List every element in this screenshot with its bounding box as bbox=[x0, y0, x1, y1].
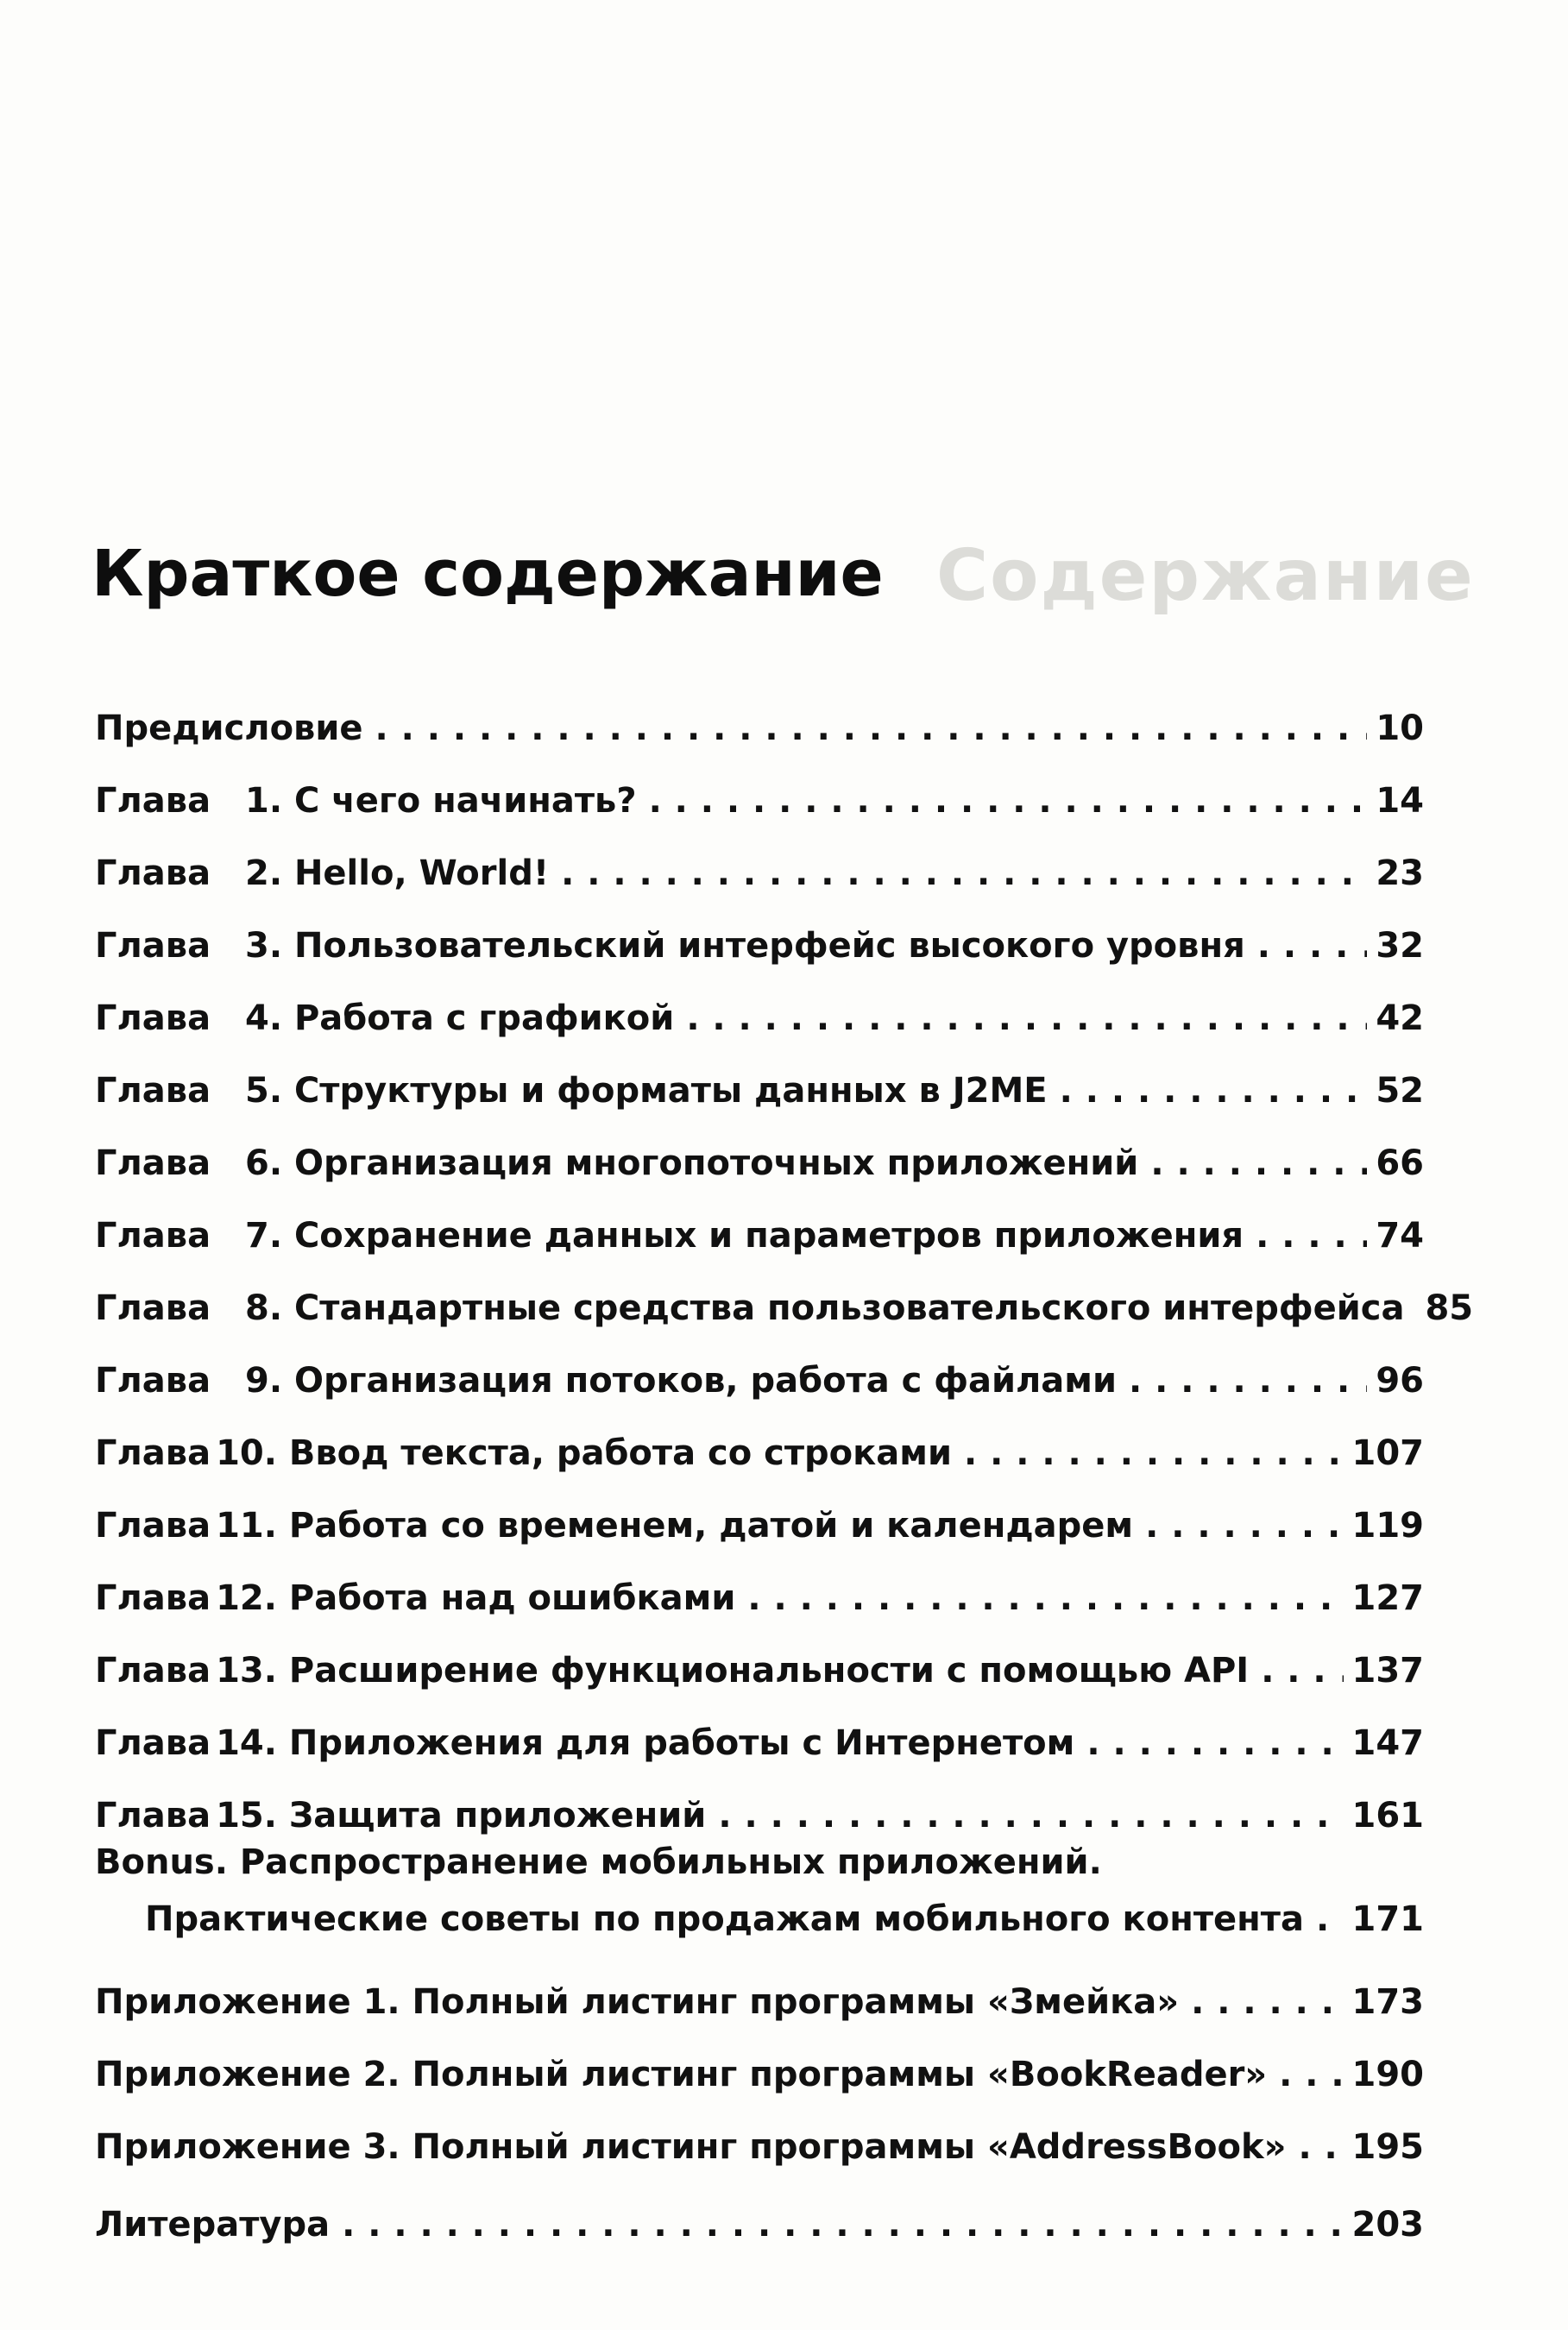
dot-leader bbox=[1256, 1214, 1367, 1257]
toc-entry-chapter-13[interactable] bbox=[95, 1620, 1424, 1692]
page-title: Краткое содержание bbox=[91, 537, 884, 611]
toc-entry-chapter-5[interactable] bbox=[95, 1040, 1424, 1112]
dot-leader bbox=[1145, 1504, 1343, 1547]
dot-leader bbox=[718, 1794, 1343, 1837]
toc-entry-chapter-9[interactable] bbox=[95, 1330, 1424, 1402]
toc-page-number: 190 bbox=[1351, 2055, 1424, 2094]
dot-leader bbox=[1298, 2125, 1343, 2169]
chapter-prefix: Глава bbox=[95, 1506, 211, 1546]
toc-entry-label: 11. Работа со временем, датой и календарем bbox=[216, 1506, 1134, 1546]
toc-page-number: 66 bbox=[1376, 1143, 1424, 1183]
toc-entry-label: 8. Стандартные средства пользовательского интерфейса bbox=[245, 1288, 1405, 1328]
toc-entry-label: 2. Hello, World! bbox=[245, 853, 550, 893]
toc-entry-chapter-10[interactable] bbox=[95, 1402, 1424, 1475]
toc-entry-chapter-7[interactable] bbox=[95, 1185, 1424, 1257]
toc-entry-label: Предисловие bbox=[95, 708, 363, 748]
bleed-through-text: Содержание bbox=[936, 535, 1475, 617]
table-of-contents bbox=[95, 677, 1474, 2246]
toc-page-number: 52 bbox=[1376, 1071, 1424, 1111]
chapter-prefix: Глава bbox=[95, 1578, 211, 1618]
toc-entry-label: Bonus. Распространение мобильных приложений. bbox=[95, 1842, 1102, 1882]
toc-entry-appendix-2[interactable] bbox=[95, 2024, 1424, 2096]
dot-leader bbox=[1257, 924, 1368, 967]
toc-page-number: 127 bbox=[1351, 1578, 1424, 1618]
toc-entry-label: Литература bbox=[95, 2205, 331, 2245]
toc-entry-chapter-2[interactable] bbox=[95, 822, 1424, 895]
toc-page-number: 96 bbox=[1376, 1361, 1424, 1401]
toc-entry-label: 3. Пользовательский интерфейс высокого уровня bbox=[245, 926, 1245, 966]
toc-entry-chapter-12[interactable] bbox=[95, 1547, 1424, 1620]
dot-leader bbox=[686, 997, 1367, 1040]
dot-leader bbox=[1279, 2053, 1343, 2096]
toc-page-number: 161 bbox=[1351, 1796, 1424, 1836]
toc-entry-chapter-14[interactable] bbox=[95, 1692, 1424, 1765]
chapter-prefix: Глава bbox=[95, 1361, 211, 1401]
toc-entry-label: 15. Защита приложений bbox=[216, 1796, 707, 1836]
chapter-prefix: Глава bbox=[95, 1071, 211, 1111]
toc-entry-literature[interactable] bbox=[95, 2169, 1424, 2246]
dot-leader bbox=[375, 707, 1368, 750]
toc-entry-appendix-1[interactable] bbox=[95, 1951, 1424, 2024]
toc-entry-label: 1. С чего начинать? bbox=[245, 781, 637, 821]
toc-page-number: 23 bbox=[1376, 853, 1424, 893]
toc-entry-label: 5. Структуры и форматы данных в J2ME bbox=[245, 1071, 1048, 1111]
toc-entry-label: 9. Организация потоков, работа с файлами bbox=[245, 1361, 1117, 1401]
toc-entry-appendix-3[interactable] bbox=[95, 2096, 1424, 2169]
toc-entry-bonus[interactable] bbox=[95, 1837, 1424, 1951]
chapter-prefix: Глава bbox=[95, 853, 211, 893]
toc-page-number: 147 bbox=[1351, 1723, 1424, 1763]
toc-entry-chapter-3[interactable] bbox=[95, 895, 1424, 967]
dot-leader bbox=[964, 1432, 1344, 1475]
chapter-prefix: Глава bbox=[95, 1288, 211, 1328]
toc-entry-label: 12. Работа над ошибками bbox=[216, 1578, 736, 1618]
toc-entry-chapter-1[interactable] bbox=[95, 750, 1424, 822]
toc-page-number: 195 bbox=[1351, 2127, 1424, 2167]
chapter-prefix: Глава bbox=[95, 1433, 211, 1473]
chapter-prefix: Глава bbox=[95, 1796, 211, 1836]
toc-page-number: 10 bbox=[1376, 708, 1424, 748]
chapter-prefix: Глава bbox=[95, 1651, 211, 1691]
dot-leader bbox=[1191, 1980, 1343, 2024]
dot-leader bbox=[1261, 1649, 1343, 1692]
dot-leader bbox=[342, 2203, 1343, 2246]
toc-entry-label-continued: Практические советы по продажам мобильного контента bbox=[145, 1899, 1304, 1939]
toc-entry-chapter-4[interactable] bbox=[95, 967, 1424, 1040]
dot-leader bbox=[1129, 1359, 1367, 1402]
dot-leader bbox=[1060, 1069, 1368, 1112]
toc-page-number: 14 bbox=[1376, 781, 1424, 821]
dot-leader bbox=[747, 1577, 1343, 1620]
toc-entry-label: 13. Расширение функциональности с помощью API bbox=[216, 1651, 1250, 1691]
toc-entry-chapter-6[interactable] bbox=[95, 1112, 1424, 1185]
chapter-prefix: Глава bbox=[95, 998, 211, 1038]
toc-entry-label: 10. Ввод текста, работа со строками bbox=[216, 1433, 952, 1473]
dot-leader bbox=[1316, 1898, 1344, 1941]
chapter-prefix: Глава bbox=[95, 1723, 211, 1763]
toc-entry-label: 6. Организация многопоточных приложений bbox=[245, 1143, 1139, 1183]
chapter-prefix: Глава bbox=[95, 926, 211, 966]
toc-entry-chapter-15[interactable] bbox=[95, 1765, 1424, 1837]
toc-page-number: 119 bbox=[1351, 1506, 1424, 1546]
toc-entry-preface[interactable] bbox=[95, 677, 1424, 750]
dot-leader bbox=[1086, 1722, 1343, 1765]
toc-entry-label: 4. Работа с графикой bbox=[245, 998, 675, 1038]
toc-entry-label: Приложение 3. Полный листинг программы «AddressBook» bbox=[95, 2127, 1287, 2167]
toc-entry-chapter-8[interactable] bbox=[95, 1257, 1474, 1330]
chapter-prefix: Глава bbox=[95, 1143, 211, 1183]
toc-page-number: 173 bbox=[1351, 1982, 1424, 2022]
chapter-prefix: Глава bbox=[95, 781, 211, 821]
toc-entry-label: 7. Сохранение данных и параметров приложения bbox=[245, 1216, 1244, 1256]
toc-page-number: 171 bbox=[1351, 1899, 1424, 1939]
toc-page-number: 42 bbox=[1376, 998, 1424, 1038]
toc-page-number: 74 bbox=[1376, 1216, 1424, 1256]
toc-entry-label: Приложение 1. Полный листинг программы «Змейка» bbox=[95, 1982, 1180, 2022]
toc-entry-label: 14. Приложения для работы с Интернетом bbox=[216, 1723, 1075, 1763]
toc-entry-chapter-11[interactable] bbox=[95, 1475, 1424, 1547]
toc-page-number: 203 bbox=[1351, 2205, 1424, 2245]
toc-page-number: 107 bbox=[1351, 1433, 1424, 1473]
toc-page-number: 85 bbox=[1425, 1288, 1474, 1328]
toc-entry-label: Приложение 2. Полный листинг программы «BookReader» bbox=[95, 2055, 1268, 2094]
dot-leader bbox=[1150, 1142, 1367, 1185]
toc-page-number: 32 bbox=[1376, 926, 1424, 966]
chapter-prefix: Глава bbox=[95, 1216, 211, 1256]
toc-page-number: 137 bbox=[1351, 1651, 1424, 1691]
dot-leader bbox=[561, 852, 1367, 895]
dot-leader bbox=[649, 779, 1368, 822]
